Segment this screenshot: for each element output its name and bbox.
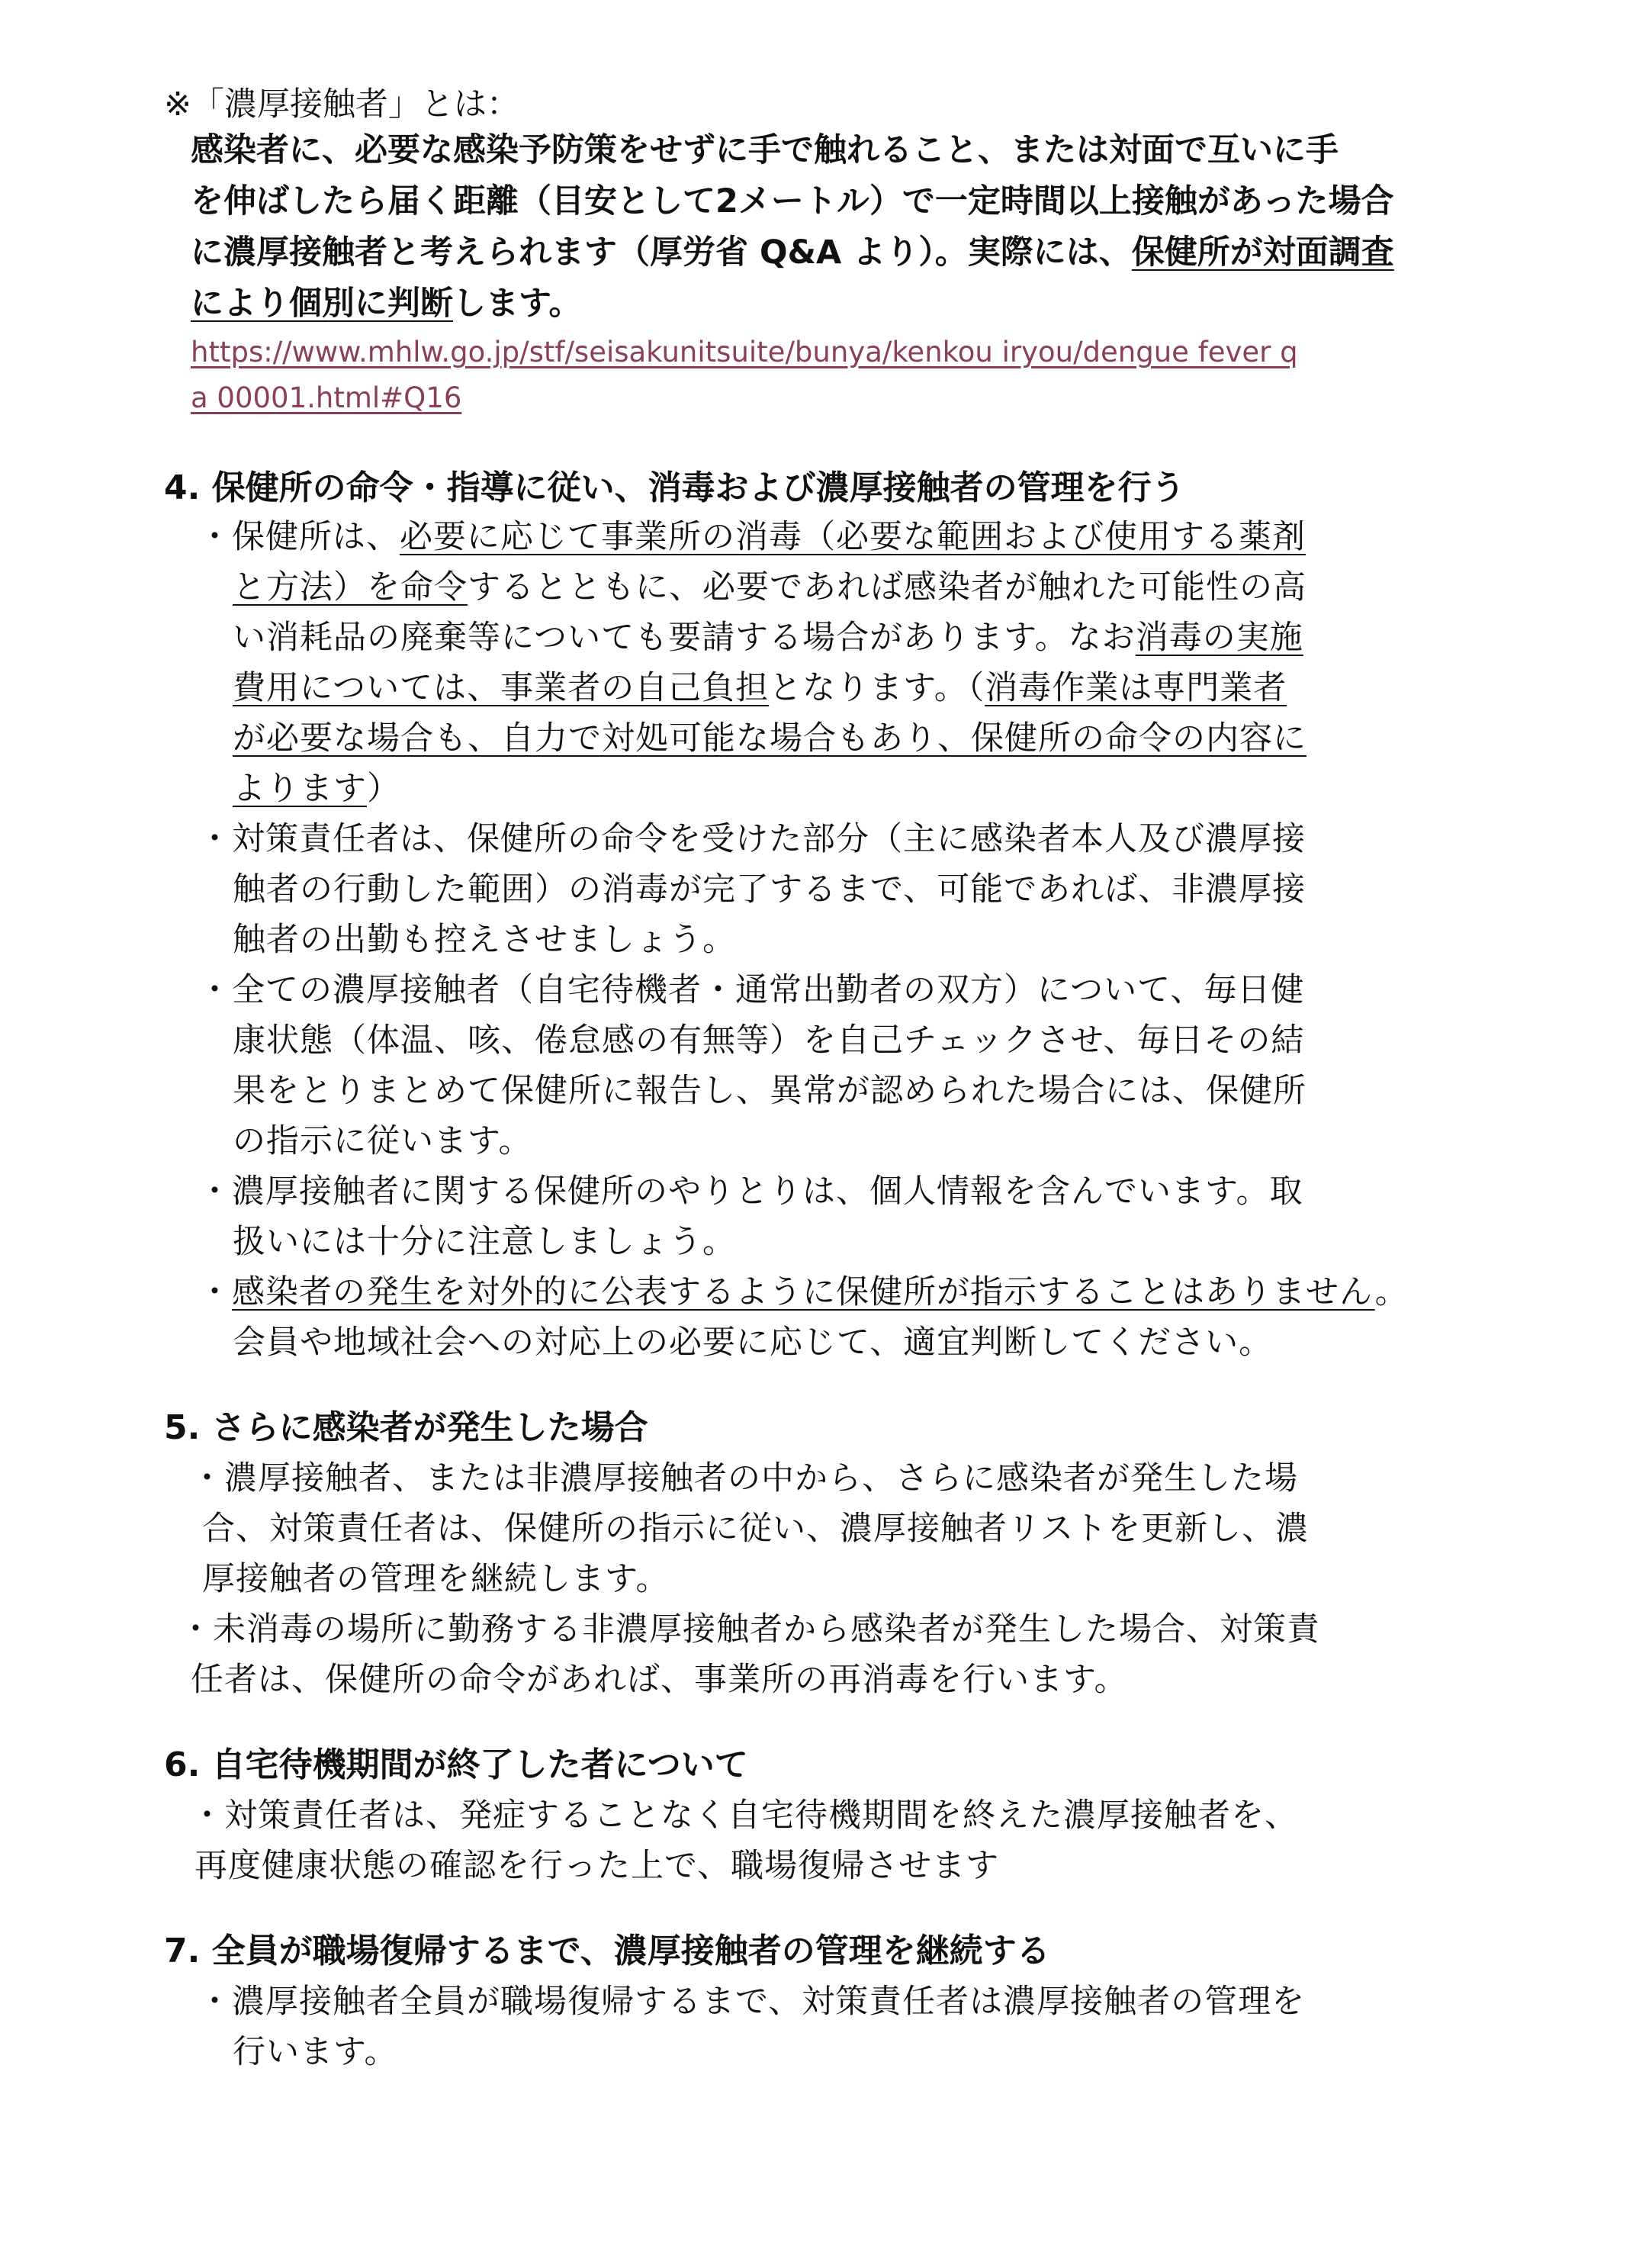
bullet-line: の指示に従います。 (233, 1122, 532, 1160)
underlined-text: が必要な場合も、自力で対処可能な場合もあり、保健所の命令の内容に (233, 719, 1306, 758)
bullet-text: ・ (198, 1273, 232, 1311)
note-underlined-text: により個別に判断 (191, 285, 453, 323)
bullet-line (233, 714, 1306, 763)
bullet-line: ・濃厚接触者に関する保健所のやりとりは、個人情報を含んでいます。取 (198, 1173, 1303, 1211)
bullet-line: 康状態（体温、咳、倦怠感の有無等）を自己チェックさせ、毎日その結 (233, 1021, 1305, 1060)
bullet-line: ・対策責任者は、発症することなく自宅待機期間を終えた濃厚接触者を、 (191, 1797, 1298, 1835)
bullet-line: 任者は、保健所の命令があれば、事業所の再消毒を行います。 (191, 1661, 1128, 1699)
bullet-line (233, 664, 1287, 713)
bullet-line (198, 1268, 1409, 1317)
underlined-text: 消毒作業は専門業者 (985, 669, 1287, 707)
bullet-line: ・濃厚接触者、または非濃厚接触者の中から、さらに感染者が発生した場 (191, 1459, 1298, 1497)
bullet-line: 再度健康状態の確認を行った上で、職場復帰させます (194, 1847, 1000, 1885)
note-line-text: に濃厚接触者と考えられます（厚労省 Q&A より）。実際には、 (191, 233, 1132, 272)
bullet-line: 触者の行動した範囲）の消毒が完了するまで、可能であれば、非濃厚接 (233, 870, 1306, 909)
bullet-text: するとともに、必要であれば感染者が触れた可能性の高 (468, 568, 1306, 606)
bullet-text: となります。（ (769, 669, 985, 707)
bullet-line (233, 613, 1303, 662)
bullet-text: 。 (1374, 1273, 1409, 1311)
bullet-line (198, 513, 1306, 561)
underlined-text: 費用については、事業者の自己負担 (233, 669, 770, 707)
underlined-text: と方法）を命令 (233, 568, 468, 606)
bullet-line: 触者の出勤も控えさせましょう。 (233, 921, 736, 959)
bullet-text: い消耗品の廃棄等についても要請する場合があります。なお (233, 619, 1136, 657)
note-line-text: します。 (453, 285, 582, 323)
note-line: 感染者に、必要な感染予防策をせずに手で触れること、または対面で互いに手 (191, 131, 1339, 169)
bullet-line: 会員や地域社会への対応上の必要に応じて、適宜判断してください。 (233, 1324, 1273, 1362)
bullet-line: ・全ての濃厚接触者（自宅待機者・通常出勤者の双方）について、毎日健 (198, 971, 1305, 1009)
bullet-line: ・濃厚接触者全員が職場復帰するまで、対策責任者は濃厚接触者の管理を (198, 1983, 1306, 2021)
bullet-line: ・未消毒の場所に勤務する非濃厚接触者から感染者が発生した場合、対策責 (179, 1610, 1320, 1649)
note-title: ※「濃厚接触者」とは： (164, 85, 520, 124)
note-line: を伸ばしたら届く距離（目安として2メートル）で一定時間以上接触があった場合 (191, 182, 1394, 220)
bullet-line: ・対策責任者は、保健所の命令を受けた部分（主に感染者本人及び濃厚接 (198, 820, 1306, 858)
bullet-line (233, 563, 1306, 612)
underlined-text: よります (233, 770, 367, 808)
note-line (191, 279, 582, 328)
section-5-heading: 5. さらに感染者が発生した場合 (164, 1408, 648, 1447)
bullet-line: 合、対策責任者は、保健所の指示に従い、濃厚接触者リストを更新し、濃 (202, 1510, 1310, 1548)
bullet-line: 扱いには十分に注意しましょう。 (233, 1223, 736, 1261)
bullet-line: 果をとりまとめて保健所に報告し、異常が認められた場合には、保健所 (233, 1072, 1306, 1110)
section-4-heading: 4. 保健所の命令・指導に従い、消毒および濃厚接触者の管理を行う (164, 468, 1185, 507)
bullet-line (233, 764, 400, 813)
section-7-heading: 7. 全員が職場復帰するまで、濃厚接触者の管理を継続する (164, 1932, 1050, 1970)
underlined-text: 必要に応じて事業所の消毒（必要な範囲および使用する薬剤 (400, 518, 1306, 556)
section-6-heading: 6. 自宅待機期間が終了した者について (164, 1745, 748, 1784)
bullet-line: 厚接触者の管理を継続します。 (202, 1560, 670, 1598)
note-line (191, 228, 1394, 277)
source-link[interactable]: https://www.mhlw.go.jp/stf/seisakunitsuite/bunya/kenkou iryou/dengue fever q (191, 336, 1298, 368)
underlined-text: 消毒の実施 (1135, 619, 1303, 657)
bullet-text: ） (367, 770, 400, 808)
note-underlined-text: 保健所が対面調査 (1131, 233, 1394, 272)
bullet-text: ・保健所は、 (198, 518, 400, 556)
underlined-text: 感染者の発生を対外的に公表するように保健所が指示することはありません (232, 1273, 1375, 1311)
bullet-line: 行います。 (233, 2033, 398, 2071)
source-link-continued[interactable]: a 00001.html#Q16 (191, 381, 462, 414)
